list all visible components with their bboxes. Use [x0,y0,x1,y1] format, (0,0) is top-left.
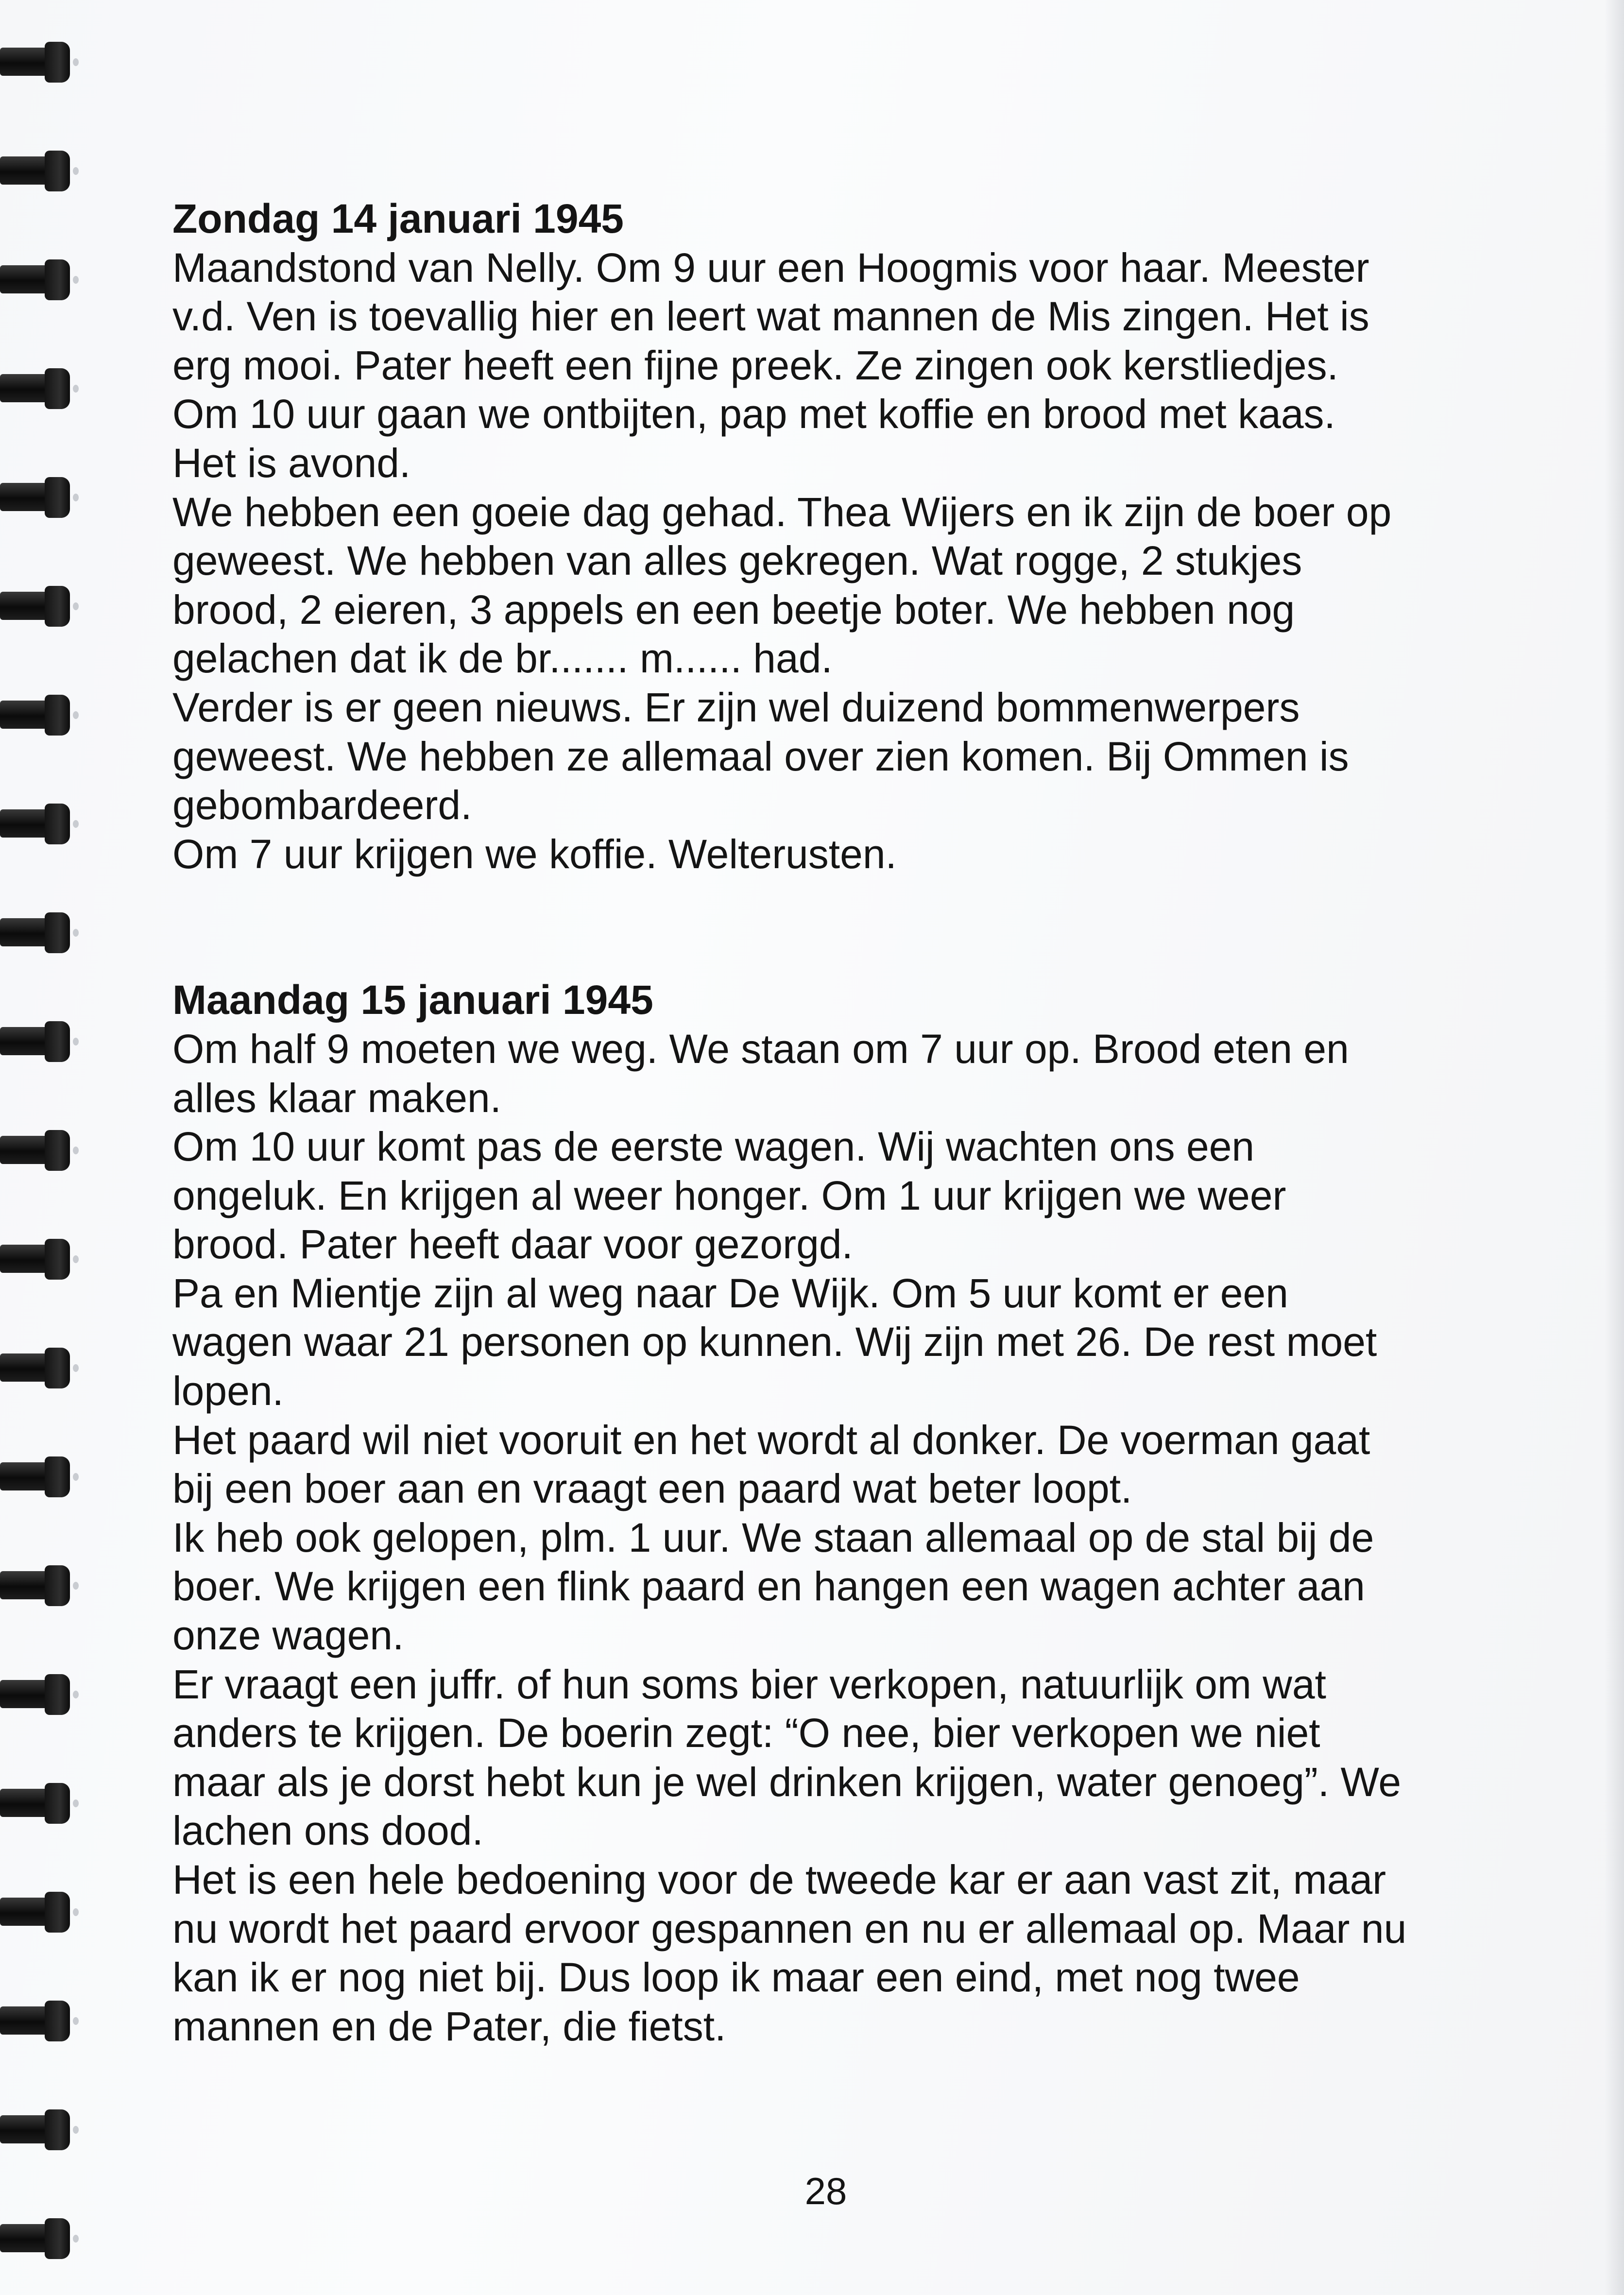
binding-ring-hole [73,385,79,393]
entry-line: brood, 2 eieren, 3 appels en een beetje boter. We hebben nog [172,586,1295,633]
entry-line: wagen waar 21 personen op kunnen. Wij zijn met 26. De rest moet [172,1319,1377,1365]
entry-line: lopen. [172,1368,284,1414]
entry-line: nu wordt het paard ervoor gespannen en nu er allemaal op. Maar nu [172,1905,1407,1952]
binding-ring-hole [73,2126,79,2134]
diary-entry [172,976,1494,2051]
entry-line: geweest. We hebben ze allemaal over zien komen. Bij Ommen is [172,733,1349,779]
entry-line: Ik heb ook gelopen, plm. 1 uur. We staan allemaal op de stal bij de [172,1514,1374,1560]
binding-ring-hook [45,477,70,518]
entry-line: Het is avond. [172,440,411,486]
entry-line: Om 7 uur krijgen we koffie. Welterusten. [172,831,897,877]
binding-ring [0,1454,73,1500]
binding-ring [0,1562,73,1609]
binding-ring-hook [45,42,70,83]
page-number: 28 [804,2170,847,2212]
entry-line: alles klaar maken. [172,1075,501,1121]
binding-ring-hole [73,1255,79,1263]
binding-ring-hole [73,1473,79,1481]
entry-line: anders te krijgen. De boerin zegt: “O nee, bier verkopen we niet [172,1710,1320,1756]
binding-ring-hook [45,1565,70,1606]
entry-line: Om 10 uur komt pas de eerste wagen. Wij wachten ons een [172,1124,1255,1170]
binding-ring-hole [73,1038,79,1045]
entry-line: Maandstond van Nelly. Om 9 uur een Hoogmis voor haar. Meester [172,244,1369,291]
binding-ring-hook [45,259,70,300]
binding-ring-hook [45,2001,70,2041]
entry-line: kan ik er nog niet bij. Dus loop ik maar een eind, met nog twee [172,1954,1300,2001]
binding-ring-hook [45,2109,70,2150]
binding-ring-hole [73,494,79,501]
binding-ring-hook [45,2218,70,2259]
entry-line: boer. We krijgen een flink paard en hangen een wagen achter aan [172,1563,1365,1610]
binding-ring-hole [73,276,79,284]
spiral-binding [0,0,83,2295]
binding-ring [0,148,73,194]
binding-ring [0,801,73,847]
entry-line: lachen ons dood. [172,1808,483,1854]
binding-ring [0,1345,73,1391]
entry-line: Verder is er geen nieuws. Er zijn wel duizend bommenwerpers [172,684,1300,730]
entry-line: onze wagen. [172,1612,404,1659]
binding-ring [0,2215,73,2261]
binding-ring-hole [73,1799,79,1807]
binding-ring [0,1889,73,1935]
entry-line: Het is een hele bedoening voor de tweede kar er aan vast zit, maar [172,1857,1386,1902]
binding-ring-hole [73,2017,79,2025]
binding-ring [0,2107,73,2153]
binding-ring-hole [73,929,79,937]
binding-ring [0,365,73,411]
entry-heading: Maandag 15 januari 1945 [172,977,653,1023]
binding-ring-hook [45,1783,70,1824]
binding-ring-hook [45,1239,70,1280]
binding-ring-hole [73,1691,79,1698]
binding-ring [0,1236,73,1282]
binding-ring [0,257,73,303]
binding-ring [0,1018,73,1064]
binding-ring-hook [45,1456,70,1497]
binding-ring-hook [45,1348,70,1388]
entry-line: Het paard wil niet vooruit en het wordt al donker. De voerman gaat [172,1417,1370,1463]
binding-ring-hole [73,58,79,66]
entry-line: geweest. We hebben van alles gekregen. Wat rogge, 2 stukjes [172,538,1302,584]
binding-ring-hole [73,2235,79,2243]
binding-ring-hole [73,711,79,719]
binding-ring [0,909,73,956]
entry-line: bij een boer aan en vraagt een paard wat beter loopt. [172,1466,1132,1512]
binding-ring-hook [45,1130,70,1171]
binding-ring-hook [45,151,70,191]
diary-text [172,194,1494,2051]
binding-ring-hole [73,1147,79,1154]
entry-line: Er vraagt een juffr. of hun soms bier verkopen, natuurlijk om wat [172,1661,1326,1707]
entry-line: erg mooi. Pater heeft een fijne preek. Ze zingen ook kerstliedjes. [172,342,1338,388]
binding-ring-hole [73,167,79,175]
binding-ring-hook [45,586,70,627]
binding-ring-hook [45,804,70,844]
binding-ring-hook [45,1674,70,1715]
binding-ring [0,1780,73,1826]
entry-line: gelachen dat ik de br....... m...... had. [172,635,833,682]
binding-ring-hole [73,1582,79,1590]
binding-ring-hook [45,1892,70,1933]
page-edge-shadow [1605,0,1624,2295]
entry-line: We hebben een goeie dag gehad. Thea Wijers en ik zijn de boer op [172,489,1392,535]
entry-line: gebombardeerd. [172,782,472,828]
binding-ring-hole [73,602,79,610]
entry-line: mannen en de Pater, die fietst. [172,2003,726,2049]
binding-ring [0,583,73,629]
binding-ring [0,1671,73,1717]
entry-line: ongeluk. En krijgen al weer honger. Om 1 uur krijgen we weer [172,1172,1286,1218]
binding-ring-hook [45,912,70,953]
binding-ring-hook [45,1021,70,1062]
binding-ring [0,692,73,738]
binding-ring-hole [73,820,79,828]
entry-line: Om half 9 moeten we weg. We staan om 7 uur op. Brood eten en [172,1026,1349,1072]
binding-ring-hook [45,368,70,409]
entry-line: brood. Pater heeft daar voor gezorgd. [172,1221,853,1267]
binding-ring-hole [73,1364,79,1372]
binding-ring [0,1127,73,1173]
entry-line: Pa en Mientje zijn al weg naar De Wijk. Om 5 uur komt er een [172,1270,1288,1316]
entry-line: Om 10 uur gaan we ontbijten, pap met koffie en brood met kaas. [172,391,1335,437]
binding-ring [0,474,73,520]
binding-ring [0,39,73,85]
binding-ring [0,1998,73,2044]
binding-ring-hook [45,695,70,736]
diary-entry [172,194,1494,878]
entry-line: maar als je dorst hebt kun je wel drinken krijgen, water genoeg”. We [172,1759,1402,1805]
entry-heading: Zondag 14 januari 1945 [172,196,624,241]
entry-line: v.d. Ven is toevallig hier en leert wat mannen de Mis zingen. Het is [172,293,1369,340]
binding-ring-hole [73,1908,79,1916]
